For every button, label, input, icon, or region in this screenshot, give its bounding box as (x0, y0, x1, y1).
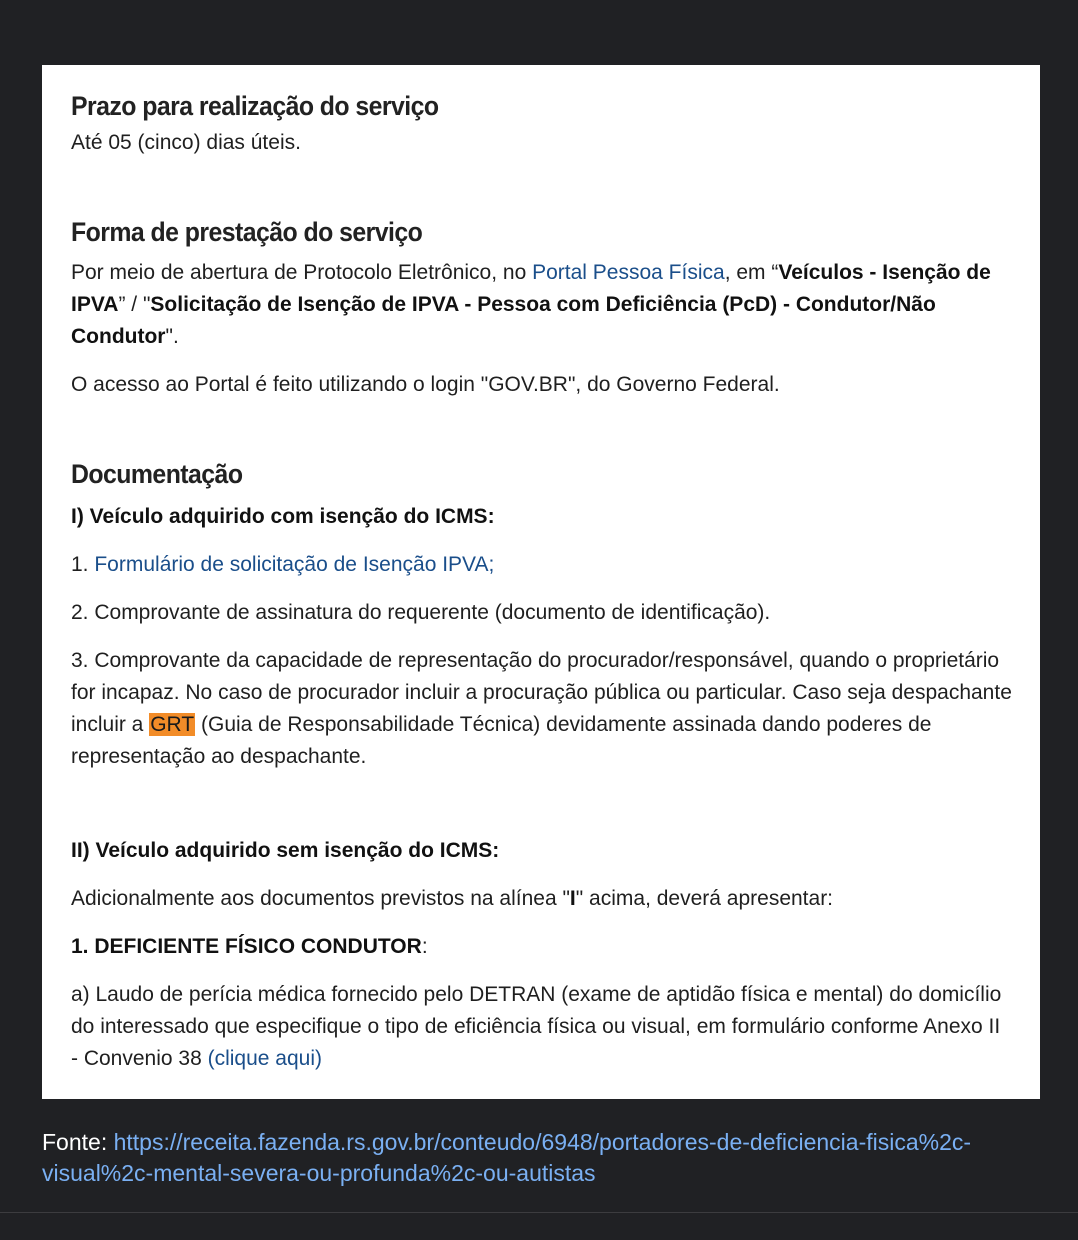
doc-item-3-text-b: (Guia de Responsabilidade Técnica) devidamente assinada dando poderes de representação ao despachante. (71, 713, 932, 768)
bottom-divider (0, 1212, 1078, 1213)
adicionalmente-text (71, 883, 1012, 915)
categoria-condutor-bold: 1. DEFICIENTE FÍSICO CONDUTOR (71, 935, 422, 958)
laudo-text: a) Laudo de perícia médica fornecido pelo DETRAN (exame de aptidão física e mental) do domicílio do interessado que especifique o tipo de eficiência física ou visual, em formulário conforme Anexo II - Convenio 38 (71, 983, 1002, 1070)
formulario-link[interactable]: Formulário de solicitação de Isenção IPVA; (94, 553, 495, 576)
forma-bold-solicitacao: Solicitação de Isenção de IPVA - Pessoa com Deficiência (PcD) - Condutor/Não Condutor (71, 293, 936, 348)
clique-aqui-link[interactable]: (clique aqui) (207, 1047, 322, 1070)
categoria-condutor (71, 931, 1012, 963)
forma-text-b: , em “ (724, 261, 779, 284)
forma-bold-veiculos: Veículos - Isenção de IPVA (71, 261, 991, 316)
subheading-com-isencao: I) Veículo adquirido com isenção do ICMS: (71, 505, 495, 528)
forma-paragraph (71, 257, 1012, 353)
grt-highlight: GRT (150, 713, 195, 736)
heading-documentacao: Documentação (71, 459, 243, 489)
doc-item-1-num: 1. (71, 553, 95, 576)
prazo-text: Até 05 (cinco) dias úteis. (71, 131, 301, 154)
doc-item-3 (71, 645, 1012, 773)
forma-text-a: Por meio de abertura de Protocolo Eletrônico, no (71, 261, 533, 284)
portal-pessoa-fisica-link[interactable]: Portal Pessoa Física (532, 261, 725, 284)
adicionalmente-a: Adicionalmente aos documentos previstos na alínea " (71, 887, 570, 910)
doc-item-3-text-a: 3. Comprovante da capacidade de representação do procurador/responsável, quando o proprietário for incapaz. No caso de procurador incluir a procuração pública ou particular. Caso seja despachante incluir a (71, 649, 1012, 736)
screenshot-card (42, 65, 1040, 1099)
categoria-condutor-colon: : (421, 935, 428, 958)
doc-item-1 (71, 549, 1012, 581)
forma-text-d: ". (165, 325, 179, 348)
subheading-sem-isencao: II) Veículo adquirido sem isenção do ICMS: (71, 839, 500, 862)
adicionalmente-b: " acima, deverá apresentar: (575, 887, 834, 910)
source-caption (42, 1127, 1042, 1189)
forma-acesso-text: O acesso ao Portal é feito utilizando o login "GOV.BR", do Governo Federal. (71, 373, 780, 396)
heading-forma: Forma de prestação do serviço (71, 217, 423, 247)
doc-item-2: 2. Comprovante de assinatura do requerente (documento de identificação). (71, 601, 771, 624)
laudo-item-a (71, 979, 1012, 1075)
source-label: Fonte: (42, 1129, 114, 1155)
adicionalmente-bold: I (569, 887, 576, 910)
heading-prazo: Prazo para realização do serviço (71, 91, 439, 121)
forma-text-c: ” / " (118, 293, 151, 316)
source-url-link[interactable]: https://receita.fazenda.rs.gov.br/conteudo/6948/portadores-de-deficiencia-fisica%2c-visual%2c-mental-severa-ou-profunda%2c-ou-autistas (42, 1129, 972, 1186)
